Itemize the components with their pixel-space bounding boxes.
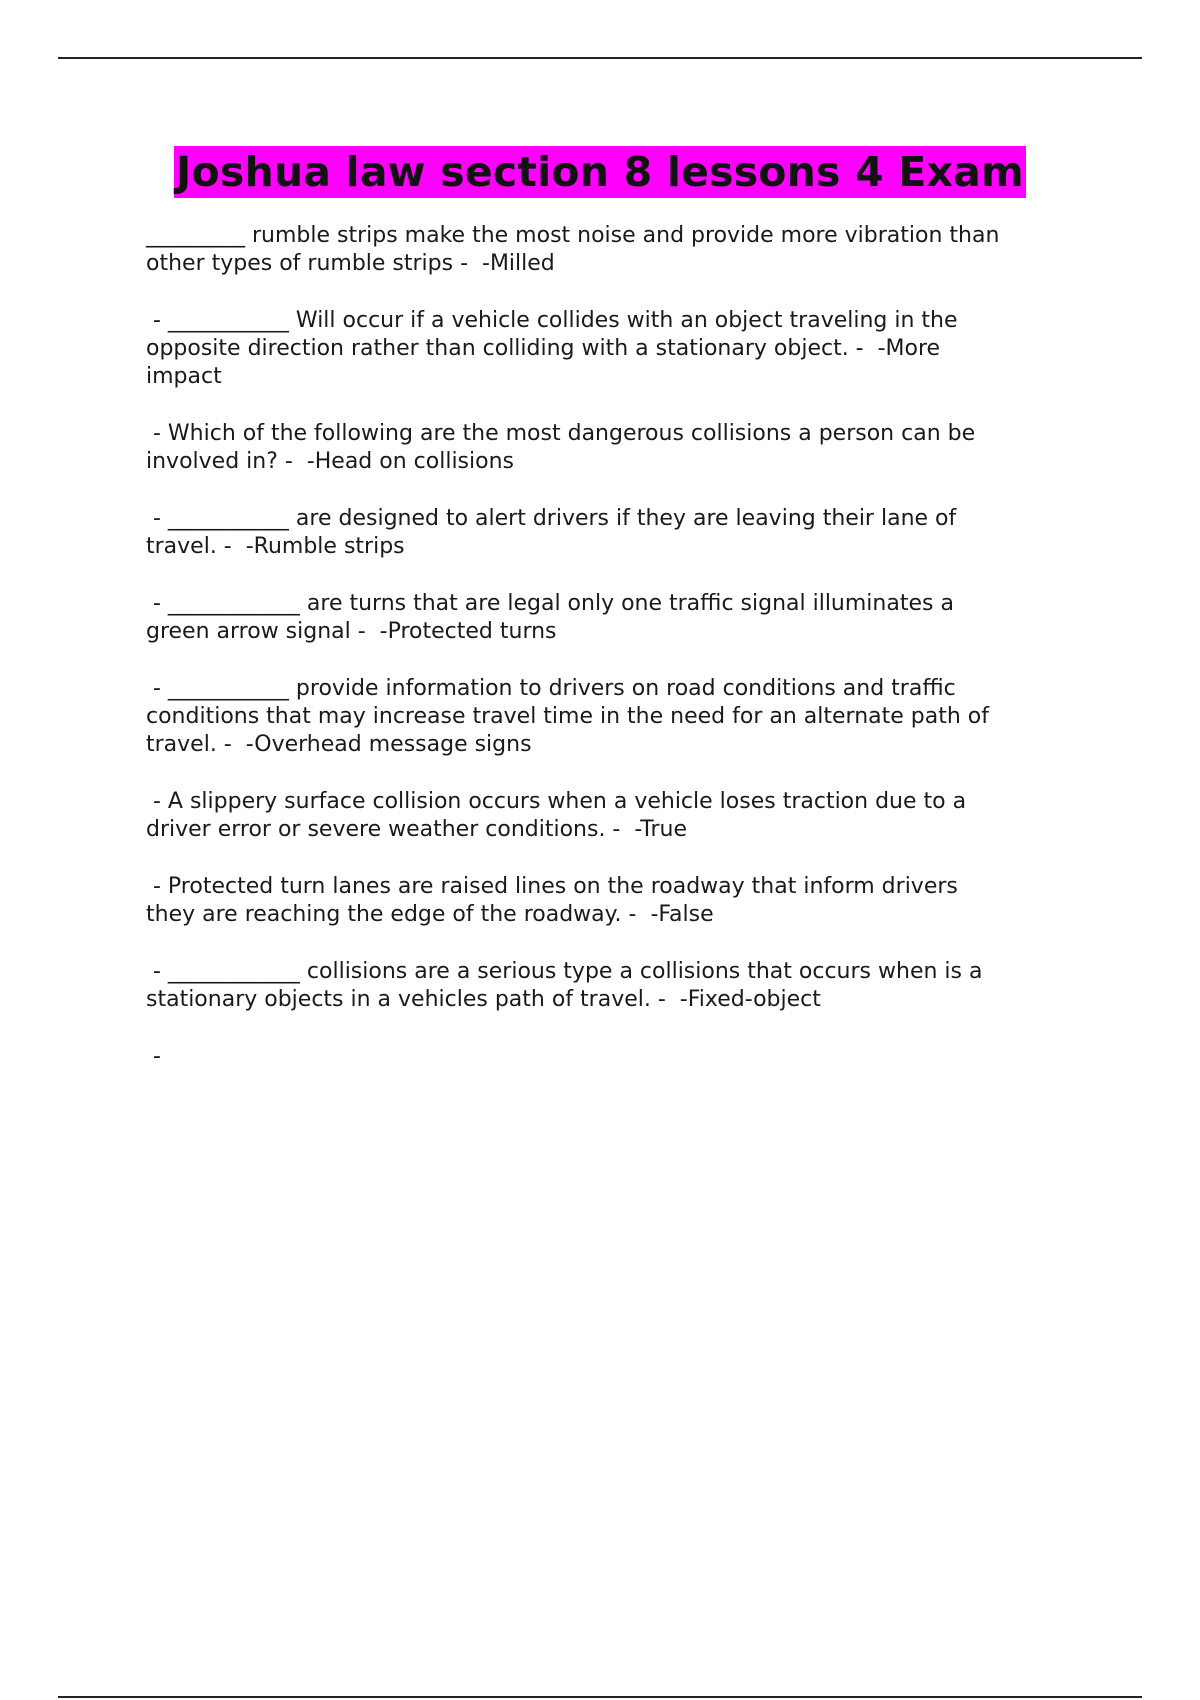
question-item [146, 675, 1106, 760]
question-line: - A slippery surface collision occurs when a vehicle loses traction due to a [146, 788, 967, 814]
footer-rule [58, 1696, 1142, 1698]
title-container [0, 146, 1200, 198]
question-line: driver error or severe weather conditions. - -True [146, 817, 687, 843]
question-line: - ___________ Will occur if a vehicle collides with an object traveling in the [146, 307, 958, 333]
question-line: - ____________ collisions are a serious type a collisions that occurs when is a [146, 958, 983, 984]
question-line: travel. - -Overhead message signs [146, 732, 532, 758]
question-item [146, 420, 1106, 477]
question-item [146, 958, 1106, 1015]
question-line: - [146, 1043, 161, 1069]
question-item [146, 222, 1106, 279]
question-line: - ___________ are designed to alert drivers if they are leaving their lane of [146, 505, 957, 531]
question-line: - Which of the following are the most dangerous collisions a person can be [146, 421, 976, 447]
question-item [146, 1043, 1106, 1071]
header-rule [58, 57, 1142, 59]
question-line: green arrow signal - -Protected turns [146, 619, 557, 645]
question-list [146, 222, 1106, 1099]
question-line: - ___________ provide information to drivers on road conditions and traffic [146, 675, 956, 701]
question-line: stationary objects in a vehicles path of travel. - -Fixed-object [146, 987, 821, 1013]
question-line: - ____________ are turns that are legal only one traffic signal illuminates a [146, 590, 954, 616]
document-title: Joshua law section 8 lessons 4 Exam [176, 148, 1024, 196]
question-item [146, 307, 1106, 392]
question-line: travel. - -Rumble strips [146, 534, 405, 560]
question-line: opposite direction rather than colliding with a stationary object. - -More [146, 336, 941, 362]
question-line: involved in? - -Head on collisions [146, 449, 514, 475]
question-item [146, 590, 1106, 647]
question-item [146, 505, 1106, 562]
question-item [146, 873, 1106, 930]
question-line: _________ rumble strips make the most noise and provide more vibration than [146, 223, 1000, 248]
question-line: they are reaching the edge of the roadway. - -False [146, 902, 714, 928]
question-line: conditions that may increase travel time in the need for an alternate path of [146, 704, 989, 730]
question-line: other types of rumble strips - -Milled [146, 251, 555, 277]
question-line: - Protected turn lanes are raised lines on the roadway that inform drivers [146, 873, 958, 899]
question-line: impact [146, 364, 222, 390]
question-item [146, 788, 1106, 845]
